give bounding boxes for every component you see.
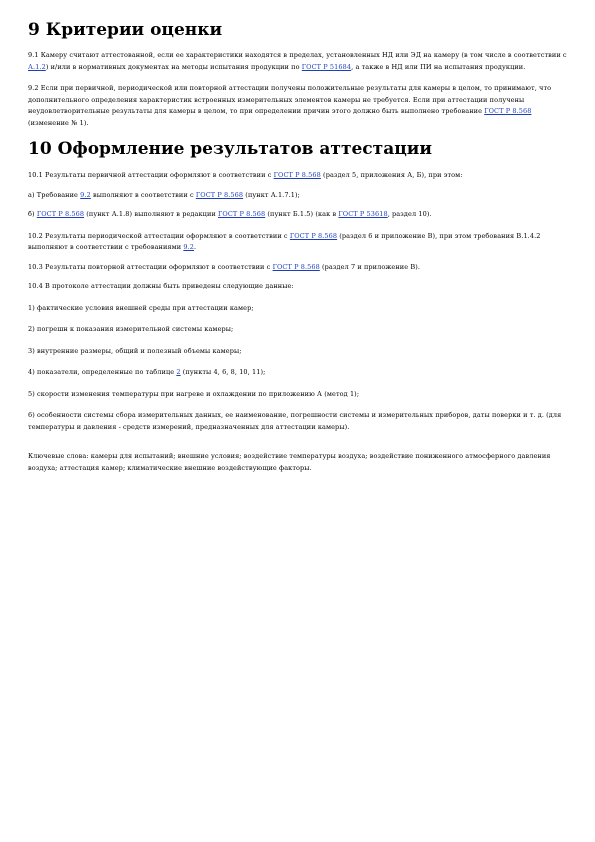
link-gost-8-568[interactable]: ГОСТ Р 8.568 [273, 171, 321, 179]
link-gost-8-568[interactable]: ГОСТ Р 8.568 [289, 231, 338, 240]
list-item-6: 6) особенности системы сбора измерительных данных, ее наименование, погрешности системы и измерительных приборов, даты поверки и т. д. (для температуры и давления - средств измерений, предназначенных для аттестации камеры). [28, 411, 562, 431]
text-run: , а также в НД или ПИ на испытания продукции. [351, 62, 526, 71]
list-item-3: 3) внутренние размеры, общий и полезный объемы камеры; [28, 346, 242, 355]
link-9-2[interactable]: 9.2 [80, 190, 91, 199]
paragraph-10-1 [28, 170, 568, 182]
text-run: а) Требование [28, 190, 81, 199]
paragraph-9-2 [28, 83, 568, 129]
text-run: ) и/или в нормативных документах на методы испытания продукции по [45, 62, 302, 71]
link-gost-8-568[interactable]: ГОСТ Р 8.568 [36, 210, 85, 218]
link-gost-8-568[interactable]: ГОСТ Р 8.568 [217, 210, 266, 218]
text-run: (раздел 6 и приложение В), при этом требования В.1.4.2 выполняют в соответствии с требованиями [28, 231, 541, 251]
text-run: , раздел 10). [387, 210, 432, 218]
paragraph-9-1 [28, 50, 568, 73]
list-item-5: 5) скорости изменения температуры при нагреве и охлаждении по приложению А (метод 1); [28, 389, 360, 398]
text-run: 10.2 Результаты периодической аттестации оформляют в соответствии с [28, 231, 290, 240]
text-run: б) [28, 210, 37, 218]
paragraph-10-4: 10.4 В протоколе аттестации должны быть приведены следующие данные: [28, 282, 294, 290]
paragraph-10-1-a [28, 190, 568, 202]
keywords: Ключевые слова: камеры для испытаний; внешние условия; воздействие температуры воздуха; воздействие пониженного атмосферного давления воздуха; аттестация камер; климатические внешние воздействующие факторы. [28, 452, 551, 472]
section-10-heading: 10 Оформление результатов аттестации [28, 139, 432, 159]
text-run: (изменение № 1). [28, 118, 89, 127]
link-gost-53618[interactable]: ГОСТ Р 53618 [338, 210, 388, 218]
text-run: (раздел 7 и приложение В). [319, 262, 421, 271]
text-run: (пункт Б.1.5) (как в [265, 210, 339, 218]
section-9-heading: 9 Критерии оценки [28, 20, 223, 40]
link-table-2[interactable]: 2 [176, 368, 181, 376]
link-gost-8-568[interactable]: ГОСТ Р 8.568 [195, 190, 244, 199]
text-run: (пункт А.1.7.1); [243, 190, 300, 199]
text-run: (пункты 4, 6, 8, 10, 11); [180, 368, 266, 376]
text-run: 10.3 Результаты повторной аттестации оформляют в соответствии с [28, 262, 273, 271]
text-run: 10.1 Результаты первичной аттестации оформляют в соответствии с [28, 171, 274, 179]
paragraph-10-3 [28, 262, 568, 274]
text-run: . [194, 243, 197, 251]
list-item-2: 2) погрешн к показания измерительной системы камеры; [28, 325, 234, 333]
text-run: 9.2 Если при первичной, периодической или повторной аттестации получены положительные результаты для камеры в целом, то принимают, что дополнительного определения характеристик встроенных измерительных элементов камеры не требуется. Если при аттестации получены неудовлетворительные результаты для камеры в целом, то при определении причин этого должно быть выполнено требование [28, 84, 552, 115]
paragraph-10-2 [28, 231, 568, 254]
text-run: 9.1 Камеру считают аттестованной, если ее характеристики находятся в пределах, установленных НД или ЭД на камеру (в том числе в соответствии с [28, 51, 567, 59]
link-a-1-2[interactable]: А.1.2 [28, 62, 46, 71]
text-run: (раздел 5, приложения А, Б), при этом: [320, 171, 463, 179]
link-gost-8-568[interactable]: ГОСТ Р 8.568 [272, 262, 320, 271]
link-gost-8-568[interactable]: ГОСТ Р 8.568 [484, 107, 532, 115]
link-gost-51684[interactable]: ГОСТ Р 51684 [301, 62, 352, 71]
paragraph-10-1-b [28, 209, 568, 221]
text-run: 4) показатели, определенные по таблице [28, 368, 177, 376]
list-item-4 [28, 367, 568, 379]
list-item-1: 1) фактические условия внешней среды при аттестации камер; [28, 303, 254, 312]
document-page [28, 18, 568, 474]
text-run: (пункт А.1.8) выполняют в редакции [84, 210, 218, 218]
text-run: выполняют в соответствии с [90, 190, 196, 199]
link-9-2[interactable]: 9.2 [183, 243, 195, 251]
